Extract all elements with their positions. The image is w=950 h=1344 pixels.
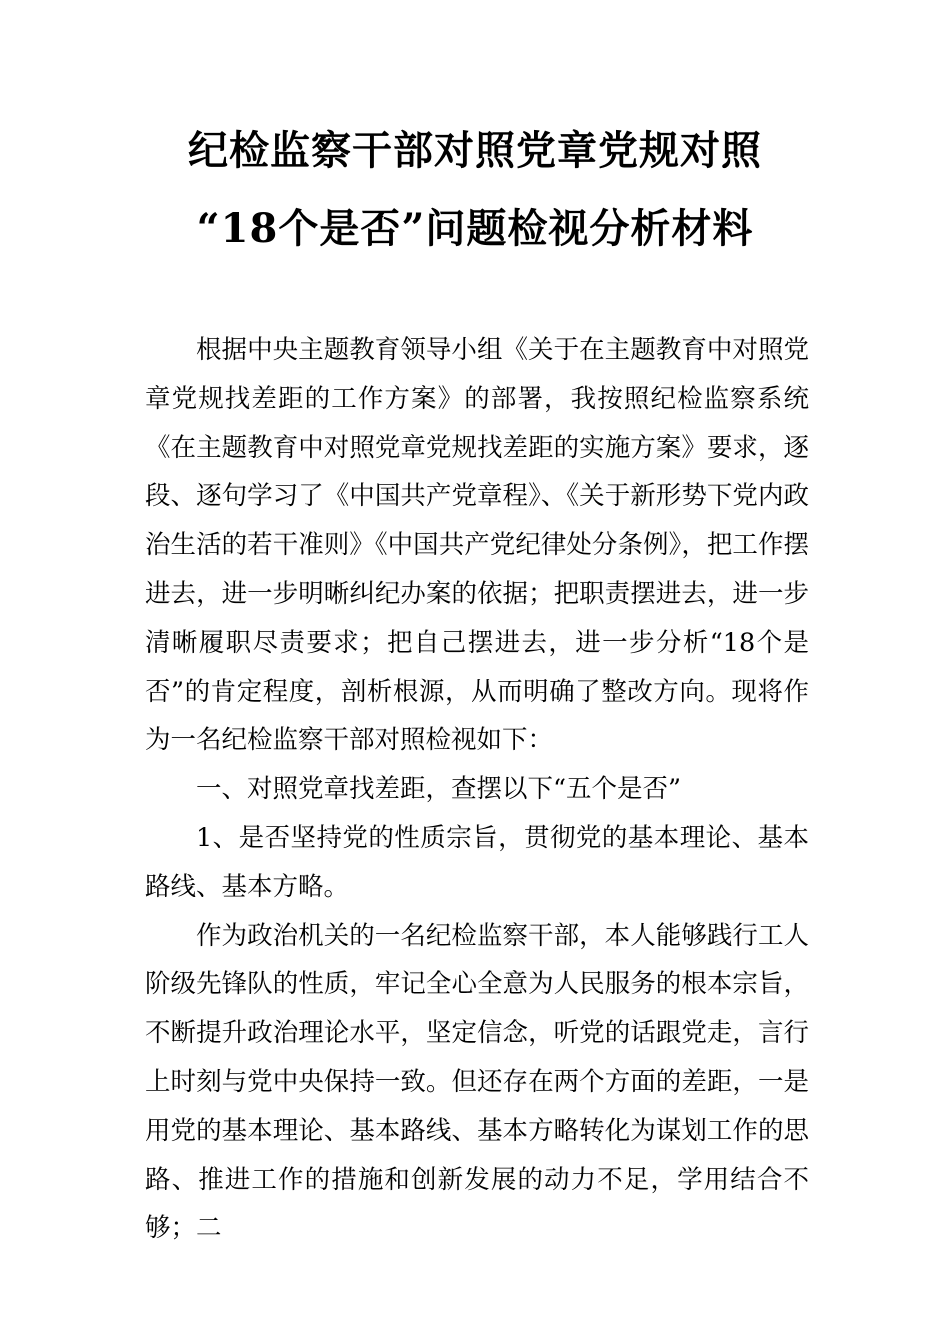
- paragraph-item-1: 作为政治机关的一名纪检监察干部，本人能够践行工人阶级先锋队的性质，牢记全心全意为人民服务的根本宗旨，不断提升政治理论水平，坚定信念，听党的话跟党走，言行上时刻与党中央保持一致。但还存在两个方面的差距，一是用党的基本理论、基本路线、基本方略转化为谋划工作的思路、推进工作的措施和创新发展的动力不足，学用结合不够；二: [145, 920, 809, 1244]
- document-body: [145, 326, 809, 1253]
- paragraph-intro: 根据中央主题教育领导小组《关于在主题教育中对照党章党规找差距的工作方案》的部署，我按照纪检监察系统《在主题教育中对照党章党规找差距的实施方案》要求，逐段、逐句学习了《中国共产党章程》、《关于新形势下党内政治生活的若干准则》《中国共产党纪律处分条例》，把工作摆进去，进一步明晰纠纪办案的依据；把职责摆进去，进一步清晰履职尽责要求；把自己摆进去，进一步分析“18个是否”的肯定程度，剖析根源，从而明确了整改方向。现将作为一名纪检监察干部对照检视如下：: [145, 335, 809, 756]
- document-title: [80, 112, 870, 268]
- title-line-2: “18个是否”问题检视分析材料: [196, 205, 754, 252]
- item-heading-1: 1、是否坚持党的性质宗旨，贯彻党的基本理论、基本路线、基本方略。: [145, 822, 809, 902]
- title-line-1: 纪检监察干部对照党章党规对照: [188, 127, 762, 174]
- section-heading-1: 一、对照党章找差距，查摆以下“五个是否”: [196, 774, 682, 805]
